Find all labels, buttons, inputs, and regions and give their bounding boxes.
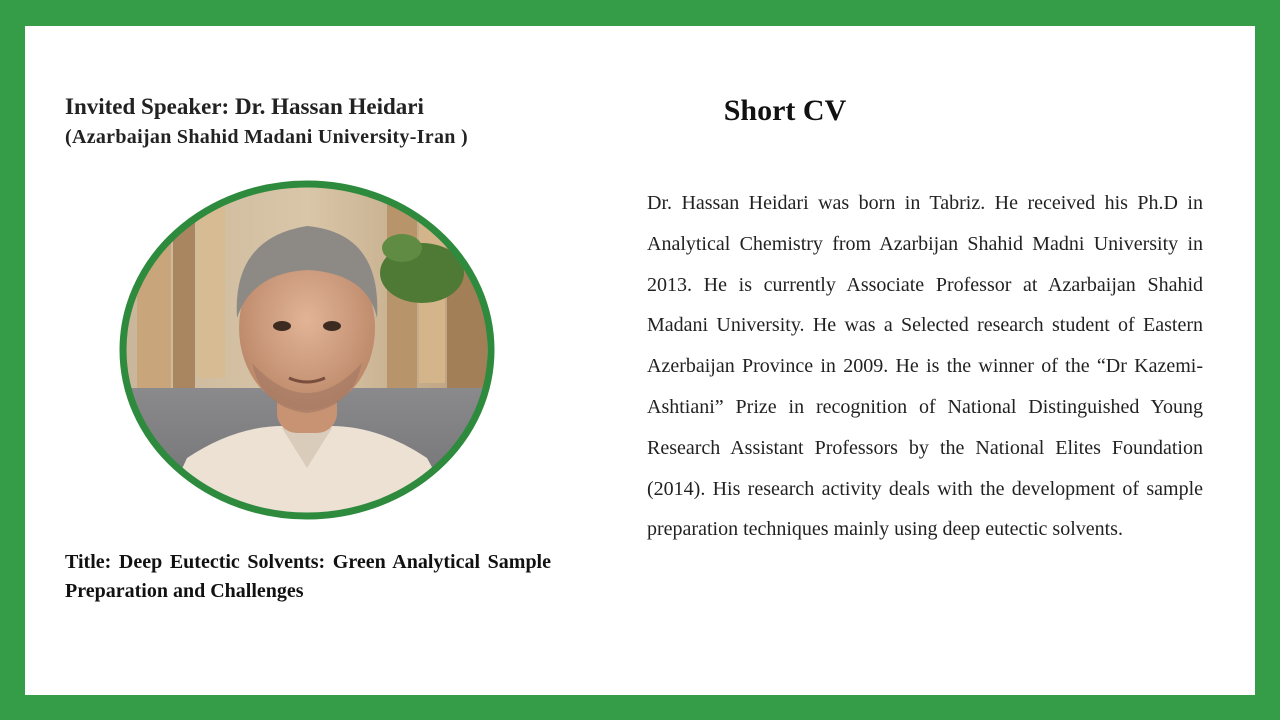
speaker-name: Invited Speaker: Dr. Hassan Heidari xyxy=(65,94,424,119)
speaker-affiliation: (Azarbaijan Shahid Madani University-Iran ) xyxy=(65,126,468,148)
cv-body: Dr. Hassan Heidari was born in Tabriz. He received his Ph.D in Analytical Chemistry from Azarbijan Shahid Madni University in 2013. He is currently Associate Professor at Azarbaijan Shahid Madani University. He was a Selected research student of Eastern Azerbaijan Province in 2009. He is the winner of the “Dr Kazemi-Ashtiani” Prize in recognition of National Distinguished Young Research Assistant Professors by the National Elites Foundation (2014). His research activity deals with the development of sample preparation techniques mainly using deep eutectic solvents. xyxy=(647,192,1203,541)
cv-heading: Short CV xyxy=(723,94,847,127)
talk-title: Title: Deep Eutectic Solvents: Green Analytical Sample Preparation and Challenges xyxy=(65,551,551,602)
slide xyxy=(25,26,1255,695)
speaker-photo xyxy=(117,178,497,522)
